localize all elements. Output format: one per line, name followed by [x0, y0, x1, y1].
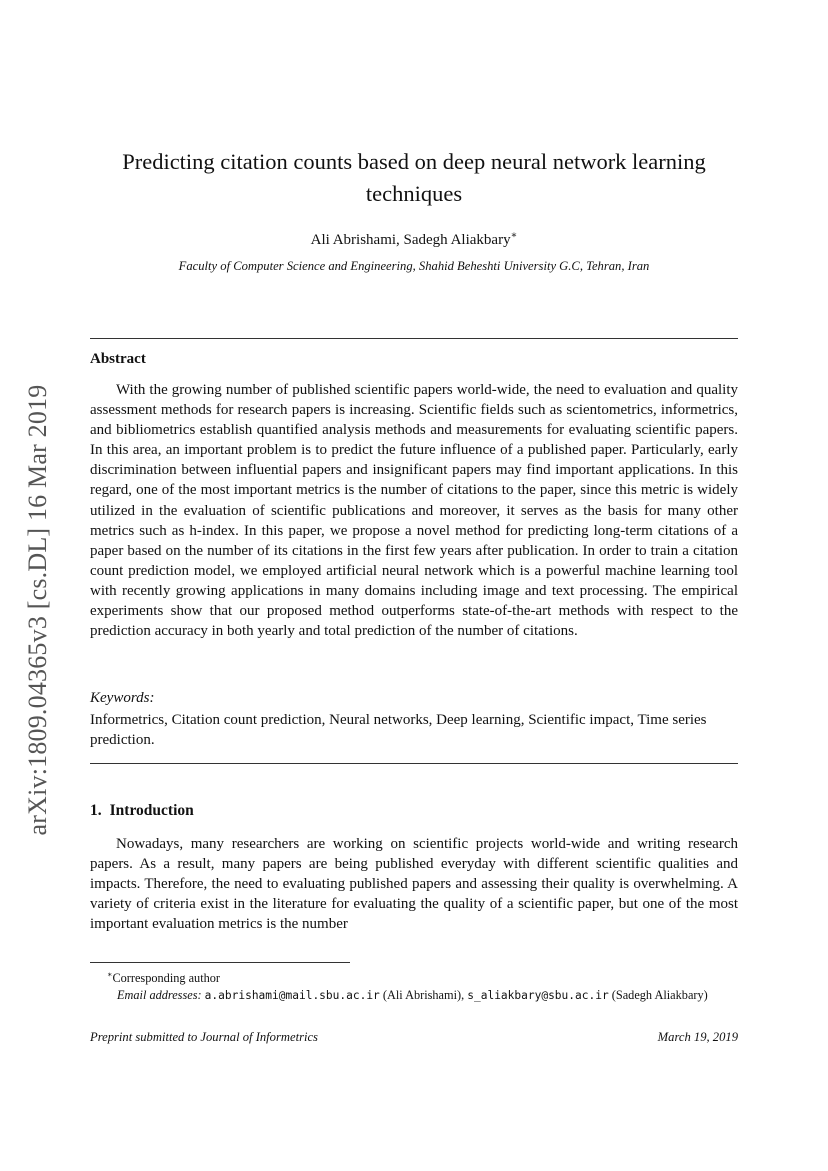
- preprint-footer: [90, 1030, 738, 1045]
- footnote-corresponding-text: Corresponding author: [112, 971, 221, 986]
- preprint-date: March 19, 2019: [657, 1030, 738, 1044]
- email-link-2[interactable]: s_aliakbary@sbu.ac.ir: [467, 989, 609, 1003]
- email-name-1: (Ali Abrishami),: [382, 988, 465, 1003]
- section-number: 1.: [90, 802, 102, 819]
- section-title: Introduction: [109, 802, 194, 819]
- email-link-1[interactable]: a.abrishami@mail.sbu.ac.ir: [204, 989, 380, 1003]
- email-label: Email addresses:: [117, 988, 202, 1003]
- abstract-bottom-rule: [90, 763, 738, 764]
- preprint-venue: Preprint submitted to Journal of Informetrics: [90, 1030, 318, 1044]
- author-names: Ali Abrishami, Sadegh Aliakbary: [310, 232, 511, 248]
- abstract-text: With the growing number of published scientific papers world-wide, the need to evaluation and quality assessment methods for research papers is increasing. Scientific fields such as scientometrics, informetrics, and bibliometrics establish quantified analysis methods and measurements for evaluating scientific papers. In this area, an important problem is to predict the future influence of a published paper. Particularly, early discrimination between influential papers and insignificant papers may find important applications. In this regard, one of the most important metrics is the number of citations to the paper, since this metric is widely utilized in the evaluation of scientific publications and moreover, it serves as the basis for many other metrics such as h-index. In this paper, we propose a novel method for predicting long-term citations of a paper based on the number of its citations in the first few years after publication. In order to train a citation count prediction model, we employed artificial neural network which is a powerful machine learning tool with recently growing applications in many domains including image and text processing. The empirical experiments show that our proposed method outperforms state-of-the-art methods with respect to the prediction accuracy in both yearly and total prediction of the number of citations.: [90, 382, 738, 640]
- keywords-label: Keywords:: [90, 690, 155, 706]
- paper-title: Predicting citation counts based on deep neural network learning techniques: [122, 149, 706, 206]
- abstract-top-rule: [90, 338, 738, 339]
- email-name-2: (Sadegh Aliakbary): [611, 988, 708, 1003]
- affiliation: Faculty of Computer Science and Engineering, Shahid Beheshti University G.C, Tehran, Iran: [178, 259, 650, 273]
- section-heading-introduction: [90, 802, 194, 820]
- footnote: [90, 966, 738, 1004]
- footnote-rule: [90, 962, 350, 963]
- abstract-heading: Abstract: [90, 351, 146, 367]
- corresponding-marker: ∗: [510, 230, 518, 241]
- footnote-marker: ∗: [107, 970, 113, 979]
- keywords-text: Informetrics, Citation count prediction, Neural networks, Deep learning, Scientific impact, Time series prediction.: [90, 712, 707, 749]
- introduction-text: Nowadays, many researchers are working on scientific projects world-wide and writing research papers. As a result, many papers are being published everyday with different scientific qualities and impacts. Therefore, the need to evaluating published papers and assessing their quality is overwhelming. A variety of criteria exist in the literature for evaluating the quality of a scientific paper, but one of the most important evaluation metrics is the number: [90, 836, 738, 933]
- footnote-corresponding: [90, 966, 738, 987]
- arxiv-identifier: arXiv:1809.04365v3 [cs.DL] 16 Mar 2019: [23, 384, 52, 836]
- footnote-emails: [90, 987, 738, 1004]
- author-list: [90, 230, 738, 249]
